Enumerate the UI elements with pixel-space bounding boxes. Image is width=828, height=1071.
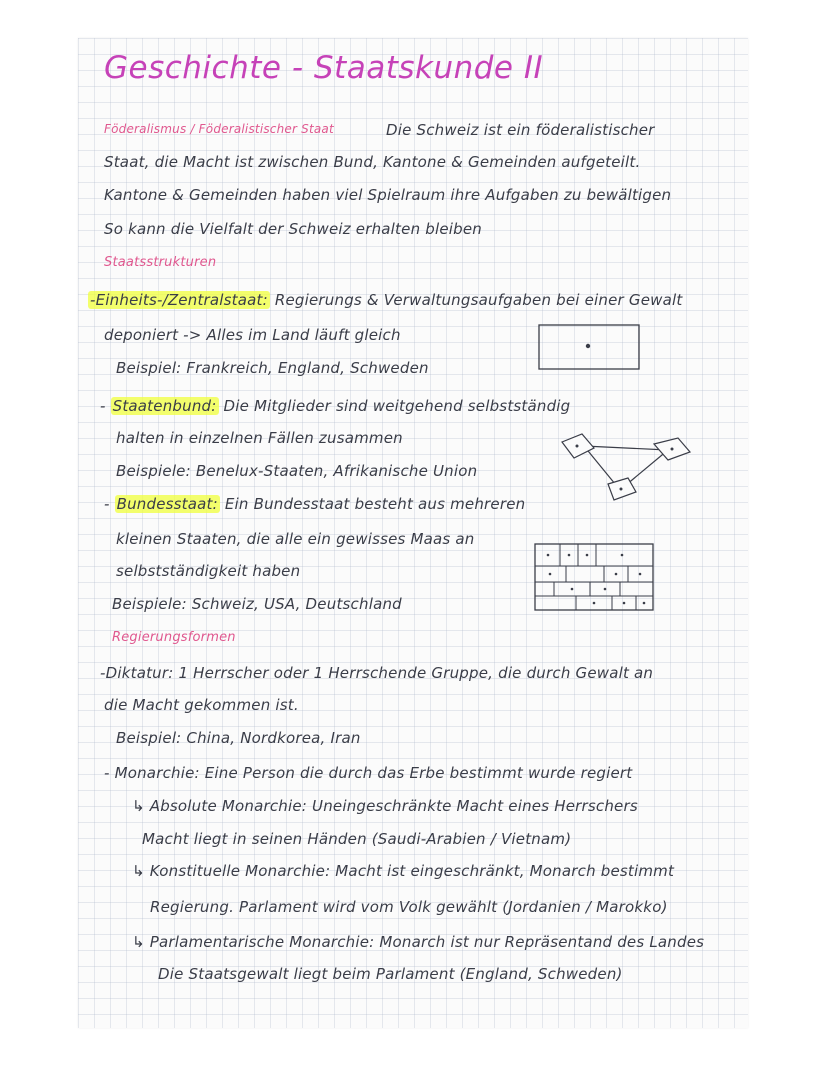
note-line: Staat, die Macht ist zwischen Bund, Kantone & Gemeinden aufgeteilt.	[104, 153, 641, 171]
note-line: - Monarchie: Eine Person die durch das Erbe bestimmt wurde regiert	[104, 764, 633, 782]
dash: -	[100, 397, 106, 415]
note-line: Beispiele: Benelux-Staaten, Afrikanische Union	[116, 462, 478, 480]
note-line: Beispiele: Schweiz, USA, Deutschland	[112, 595, 402, 613]
note-line: Die Staatsgewalt liegt beim Parlament (England, Schweden)	[158, 965, 623, 983]
note-line: ↳ Parlamentarische Monarchie: Monarch ist nur Repräsentand des Landes	[132, 933, 705, 951]
note-text: Ein Bundesstaat besteht aus mehreren	[224, 495, 526, 513]
note-line: ↳ Absolute Monarchie: Uneingeschränkte Macht eines Herrschers	[132, 797, 638, 815]
federalism-label: Föderalismus / Föderalistischer Staat	[104, 122, 334, 136]
unitary-state-diagram	[536, 322, 642, 372]
note-text: Die Mitglieder sind weitgehend selbstständig	[223, 397, 571, 415]
note-line: Beispiel: Frankreich, England, Schweden	[116, 359, 429, 377]
note-line: Beispiel: China, Nordkorea, Iran	[116, 729, 361, 747]
subheading-staatsstrukturen: Staatsstrukturen	[104, 255, 217, 270]
note-line	[88, 291, 682, 309]
highlighted-term: Staatenbund:	[112, 397, 217, 415]
note-line: ↳ Konstituelle Monarchie: Macht ist eingeschränkt, Monarch bestimmt	[132, 862, 675, 880]
page-title: Geschichte - Staatskunde II	[104, 50, 544, 86]
federal-state-diagram	[532, 540, 658, 614]
note-line: So kann die Vielfalt der Schweiz erhalten bleiben	[104, 220, 482, 238]
note-line: Macht liegt in seinen Händen (Saudi-Arabien / Vietnam)	[142, 830, 572, 848]
note-text: Regierungs & Verwaltungsaufgaben bei einer Gewalt	[274, 291, 683, 309]
note-line	[100, 397, 570, 415]
highlighted-term: -Einheits-/Zentralstaat:	[90, 291, 268, 309]
note-line: Die Schweiz ist ein föderalistischer	[386, 121, 655, 139]
note-line: -Diktatur: 1 Herrscher oder 1 Herrschende Gruppe, die durch Gewalt an	[100, 664, 654, 682]
note-line: die Macht gekommen ist.	[104, 696, 299, 714]
note-line	[104, 495, 525, 513]
dash: -	[104, 495, 110, 513]
subheading-regierungsformen: Regierungsformen	[112, 630, 236, 645]
highlighted-term: Bundesstaat:	[116, 495, 218, 513]
note-line: kleinen Staaten, die alle ein gewisses Maas an	[116, 530, 475, 548]
note-line: Kantone & Gemeinden haben viel Spielraum ihre Aufgaben zu bewältigen	[104, 186, 672, 204]
note-line: halten in einzelnen Fällen zusammen	[116, 429, 403, 447]
note-line: Regierung. Parlament wird vom Volk gewählt (Jordanien / Marokko)	[150, 898, 668, 916]
note-line: selbstständigkeit haben	[116, 562, 301, 580]
note-line: deponiert -> Alles im Land läuft gleich	[104, 326, 401, 344]
confederation-diagram	[556, 432, 706, 504]
